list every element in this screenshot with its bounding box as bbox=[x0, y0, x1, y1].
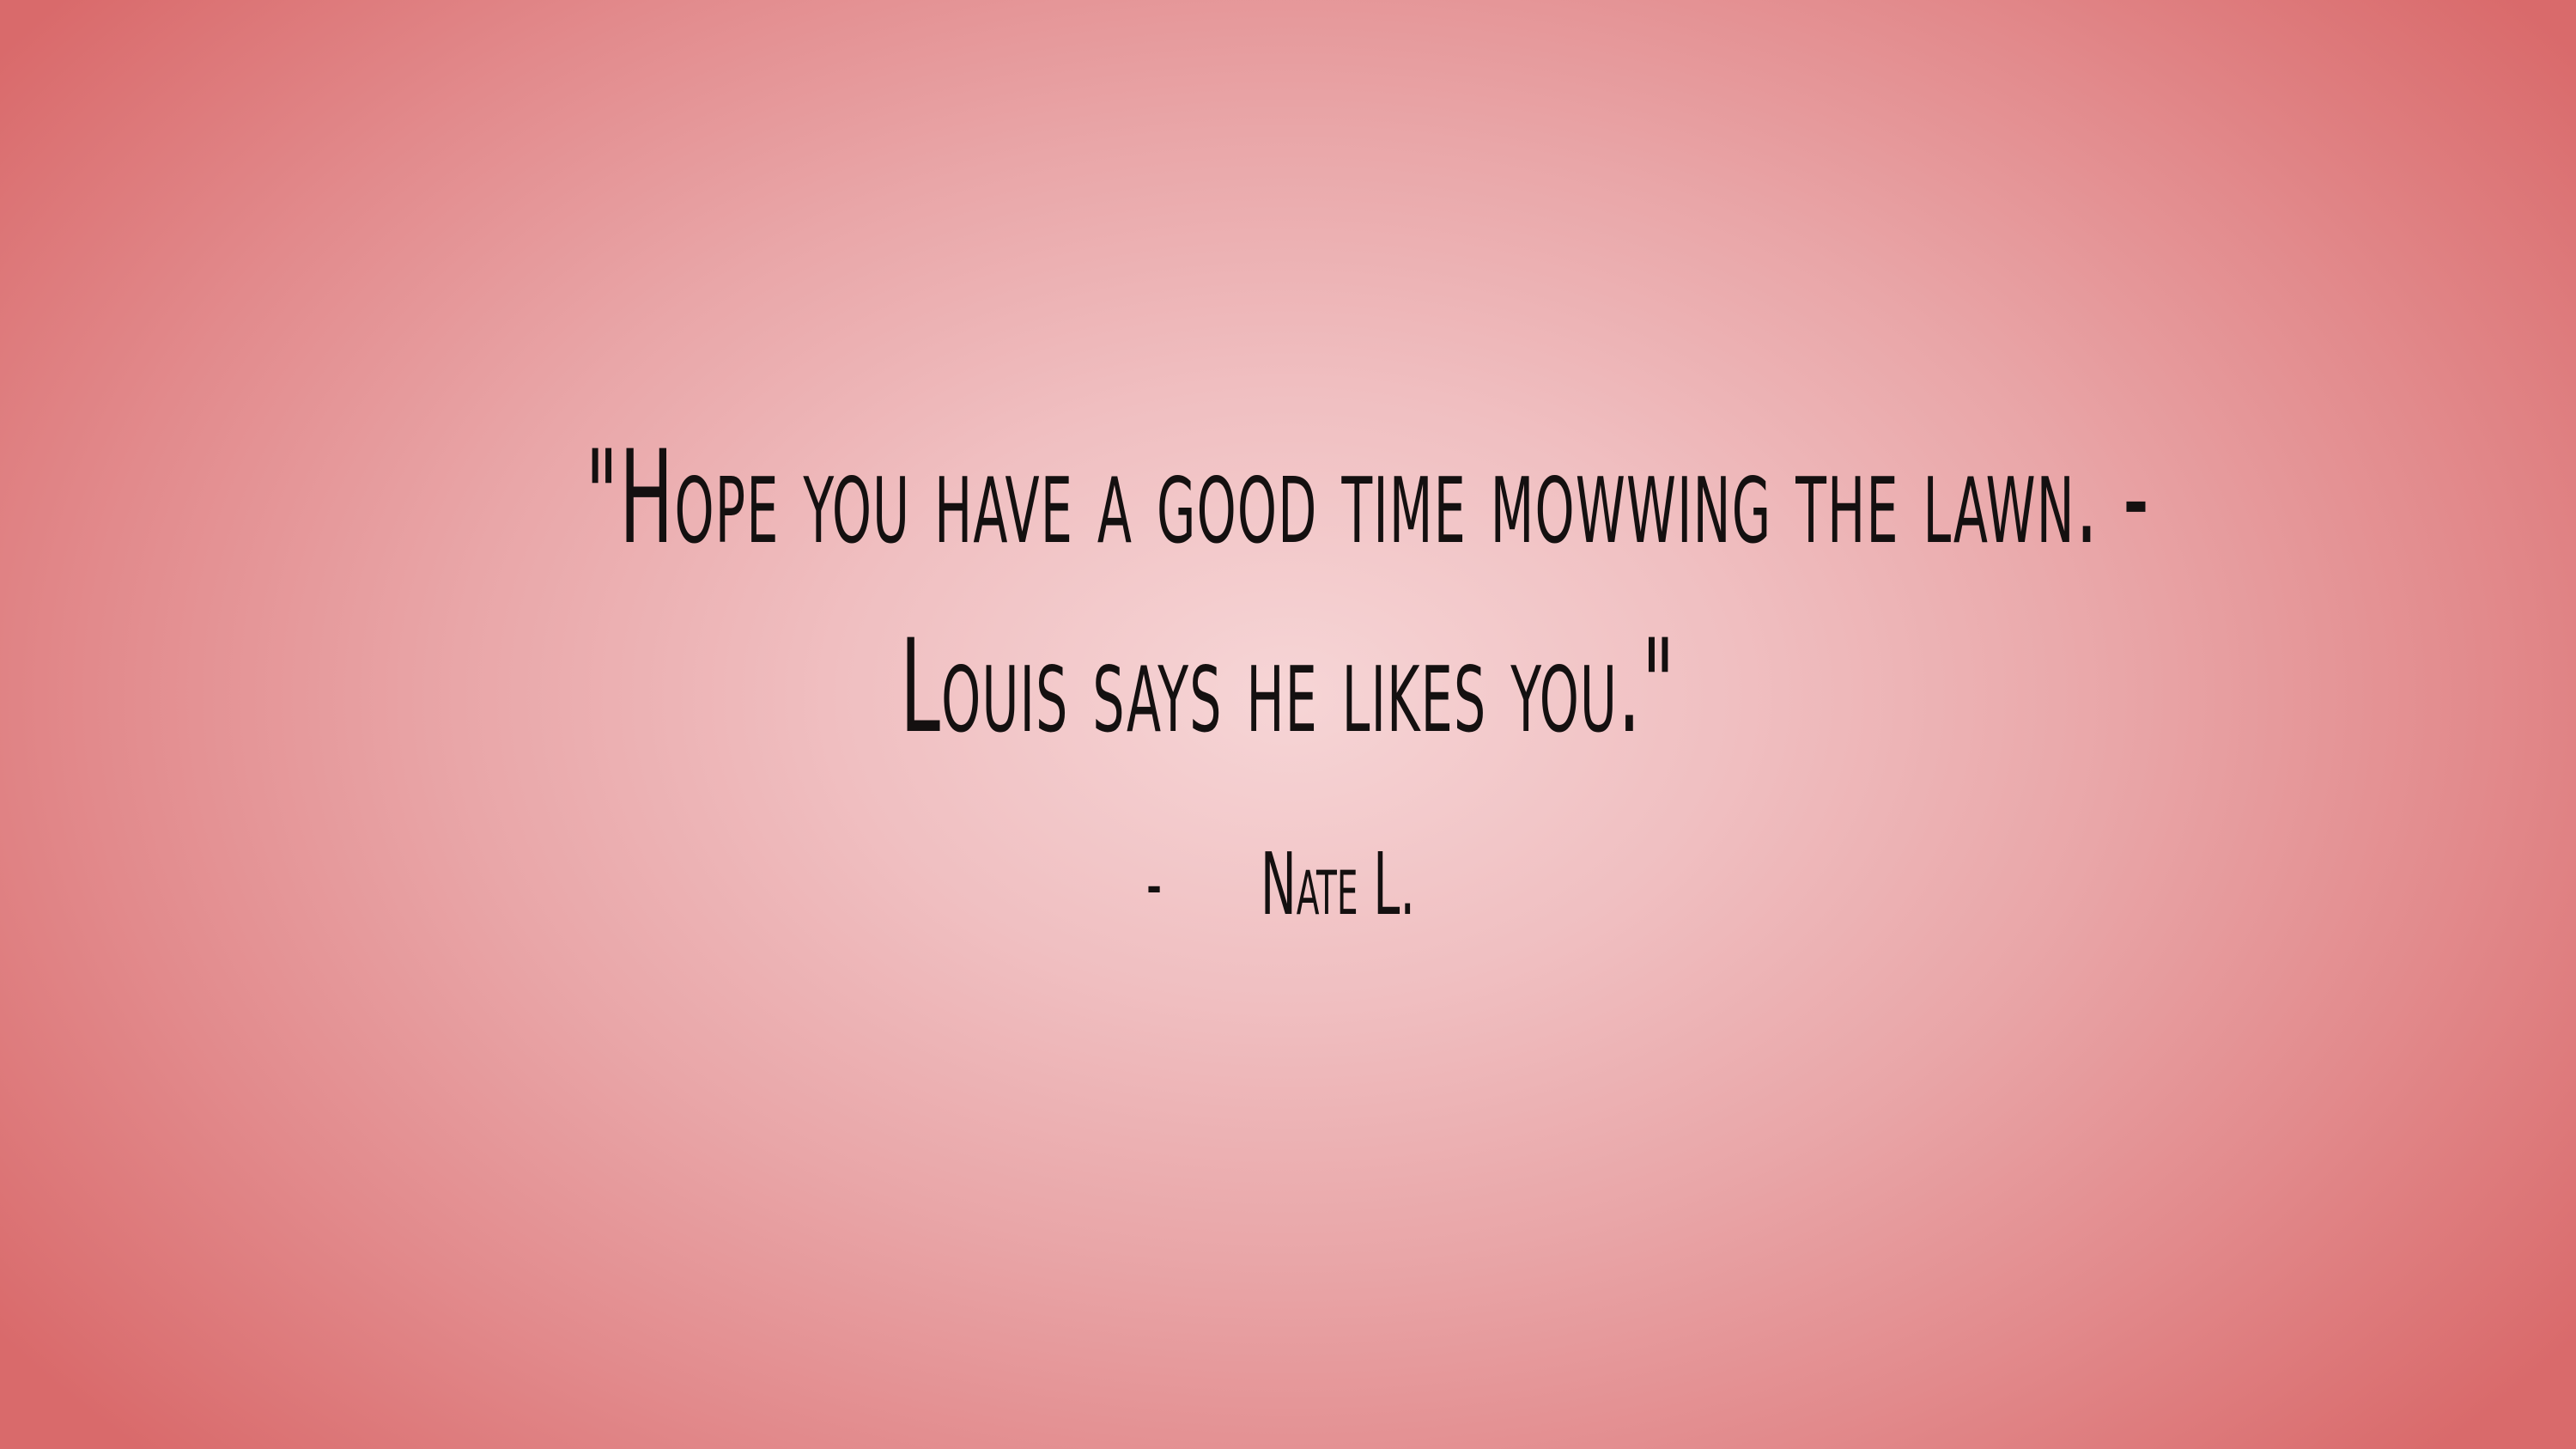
quote-text bbox=[585, 404, 2150, 782]
attribution-author: Nate L. bbox=[1261, 834, 1416, 935]
quote-line-1: "Hope you have a good time mowwing the lawn. - bbox=[585, 423, 2150, 573]
attribution-dash: - bbox=[1146, 839, 1163, 929]
attribution bbox=[0, 834, 2576, 941]
quote-line-2: Louis says he likes you." bbox=[900, 612, 1676, 762]
